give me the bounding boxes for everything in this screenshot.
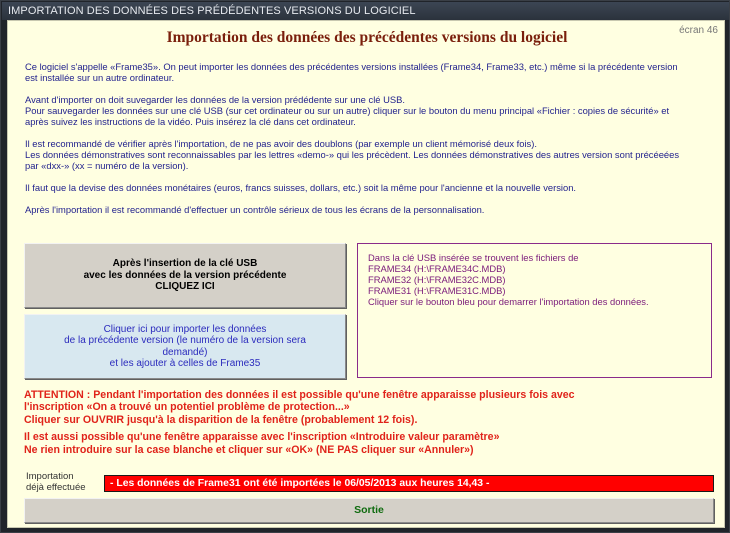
window-title-bar: IMPORTATION DES DONNÉES DES PRÉDÉDENTES VERSIONS DU LOGICIEL bbox=[2, 2, 729, 20]
import-button-line: et les ajouter à celles de Frame35 bbox=[109, 358, 261, 369]
instruction-paragraph bbox=[25, 61, 705, 83]
warning-line: ATTENTION : Pendant l'importation des données il est possible qu'une fenêtre apparaisse plusieurs fois avec bbox=[24, 389, 575, 401]
instruction-line: Il faut que la devise des données monétaires (euros, francs suisses, dollars, etc.) soit la même pour l'ancienne et la nouvelle version. bbox=[25, 182, 577, 193]
instruction-line: après suivez les instructions de la vidéo. Puis insérez la clé dans cet ordinateur. bbox=[25, 116, 356, 127]
warning-line: Ne rien introduire sur la case blanche et cliquer sur «OK» (NE PAS cliquer sur «Annuler») bbox=[24, 443, 474, 456]
main-form bbox=[7, 20, 725, 528]
instructions bbox=[25, 61, 705, 226]
info-line: Cliquer sur le bouton bleu pour demarrer l'importation des données. bbox=[368, 296, 649, 307]
instruction-line: Les données démonstratives sont reconnaissables par les lettres «demo-» qui les précèdent. Les données démonstratives des autres version sont précéeées bbox=[25, 149, 680, 160]
import-label-line: déjà effectuée bbox=[26, 482, 86, 493]
usb-button-line: CLIQUEZ ICI bbox=[155, 281, 215, 293]
warning-line: Cliquer sur OUVRIR jusqu'à la disparition de la fenêtre (probablement 12 fois). bbox=[24, 413, 418, 426]
usb-files-info-box bbox=[357, 243, 712, 378]
warning-line: Il est aussi possible qu'une fenêtre apparaisse avec l'inscription «Introduire valeur paramètre» bbox=[24, 431, 500, 444]
instruction-line: par «dxx-» (xx = numéro de la version). bbox=[25, 160, 189, 171]
import-button-line: de la précédente version (le numéro de la version sera bbox=[64, 335, 306, 346]
instruction-paragraph bbox=[25, 138, 705, 171]
exit-button-label: Sortie bbox=[354, 503, 384, 516]
page-title: Importation des données des précédentes versions du logiciel bbox=[166, 29, 568, 46]
usb-button-line: Après l'insertion de la clé USB bbox=[112, 258, 258, 270]
info-line: FRAME34 (H:\FRAME34C.MDB) bbox=[368, 263, 506, 274]
usb-insert-button[interactable] bbox=[24, 243, 346, 308]
warning-line: l'inscription «On a trouvé un potentiel problème de protection...» bbox=[24, 401, 350, 414]
instruction-line: est installée sur un autre ordinateur. bbox=[25, 72, 175, 83]
import-button-line: Cliquer ici pour importer les données bbox=[103, 323, 267, 335]
import-status-label bbox=[26, 471, 86, 493]
instruction-paragraph bbox=[25, 94, 705, 127]
info-line: FRAME31 (H:\FRAME31C.MDB) bbox=[368, 285, 506, 296]
instruction-line: Après l'importation il est recommandé d'effectuer un contrôle sérieux de tous les écrans de la personnalisation. bbox=[25, 204, 485, 215]
instruction-line: Pour sauvegarder les données sur une clé USB (sur cet ordinateur ou sur un autre) cliquer sur le bouton du menu principal «Fichier : copies de sécurité» et bbox=[25, 105, 670, 116]
exit-button[interactable] bbox=[24, 498, 714, 523]
instruction-line: Ce logiciel s'appelle «Frame35». On peut importer les données des précédentes versions installées (Frame34, Frame33, etc.) même si la précédente version bbox=[25, 61, 678, 72]
instruction-paragraph bbox=[25, 182, 705, 193]
info-line: FRAME32 (H:\FRAME32C.MDB) bbox=[368, 274, 506, 285]
info-line: Dans la clé USB insérée se trouvent les fichiers de bbox=[368, 252, 579, 263]
attention-warning bbox=[24, 389, 714, 461]
usb-button-line: avec les données de la version précédente bbox=[83, 269, 287, 281]
warning-paragraph bbox=[24, 431, 714, 456]
screen-number: écran 46 bbox=[679, 25, 718, 36]
import-button-line: demandé) bbox=[162, 346, 208, 358]
import-label-line: Importation bbox=[26, 471, 74, 482]
warning-paragraph bbox=[24, 389, 714, 426]
import-data-button[interactable] bbox=[24, 314, 346, 379]
instruction-line: Avant d'importer on doit suvegarder les données de la version prédédente sur une clé USB. bbox=[25, 94, 405, 105]
instruction-paragraph bbox=[25, 204, 705, 215]
instruction-line: Il est recommandé de vérifier après l'importation, de ne pas avoir des doublons (par exemple un client mémorisé deux fois). bbox=[25, 138, 537, 149]
import-status-field: - Les données de Frame31 ont été importées le 06/05/2013 aux heures 14,43 - bbox=[104, 475, 714, 492]
